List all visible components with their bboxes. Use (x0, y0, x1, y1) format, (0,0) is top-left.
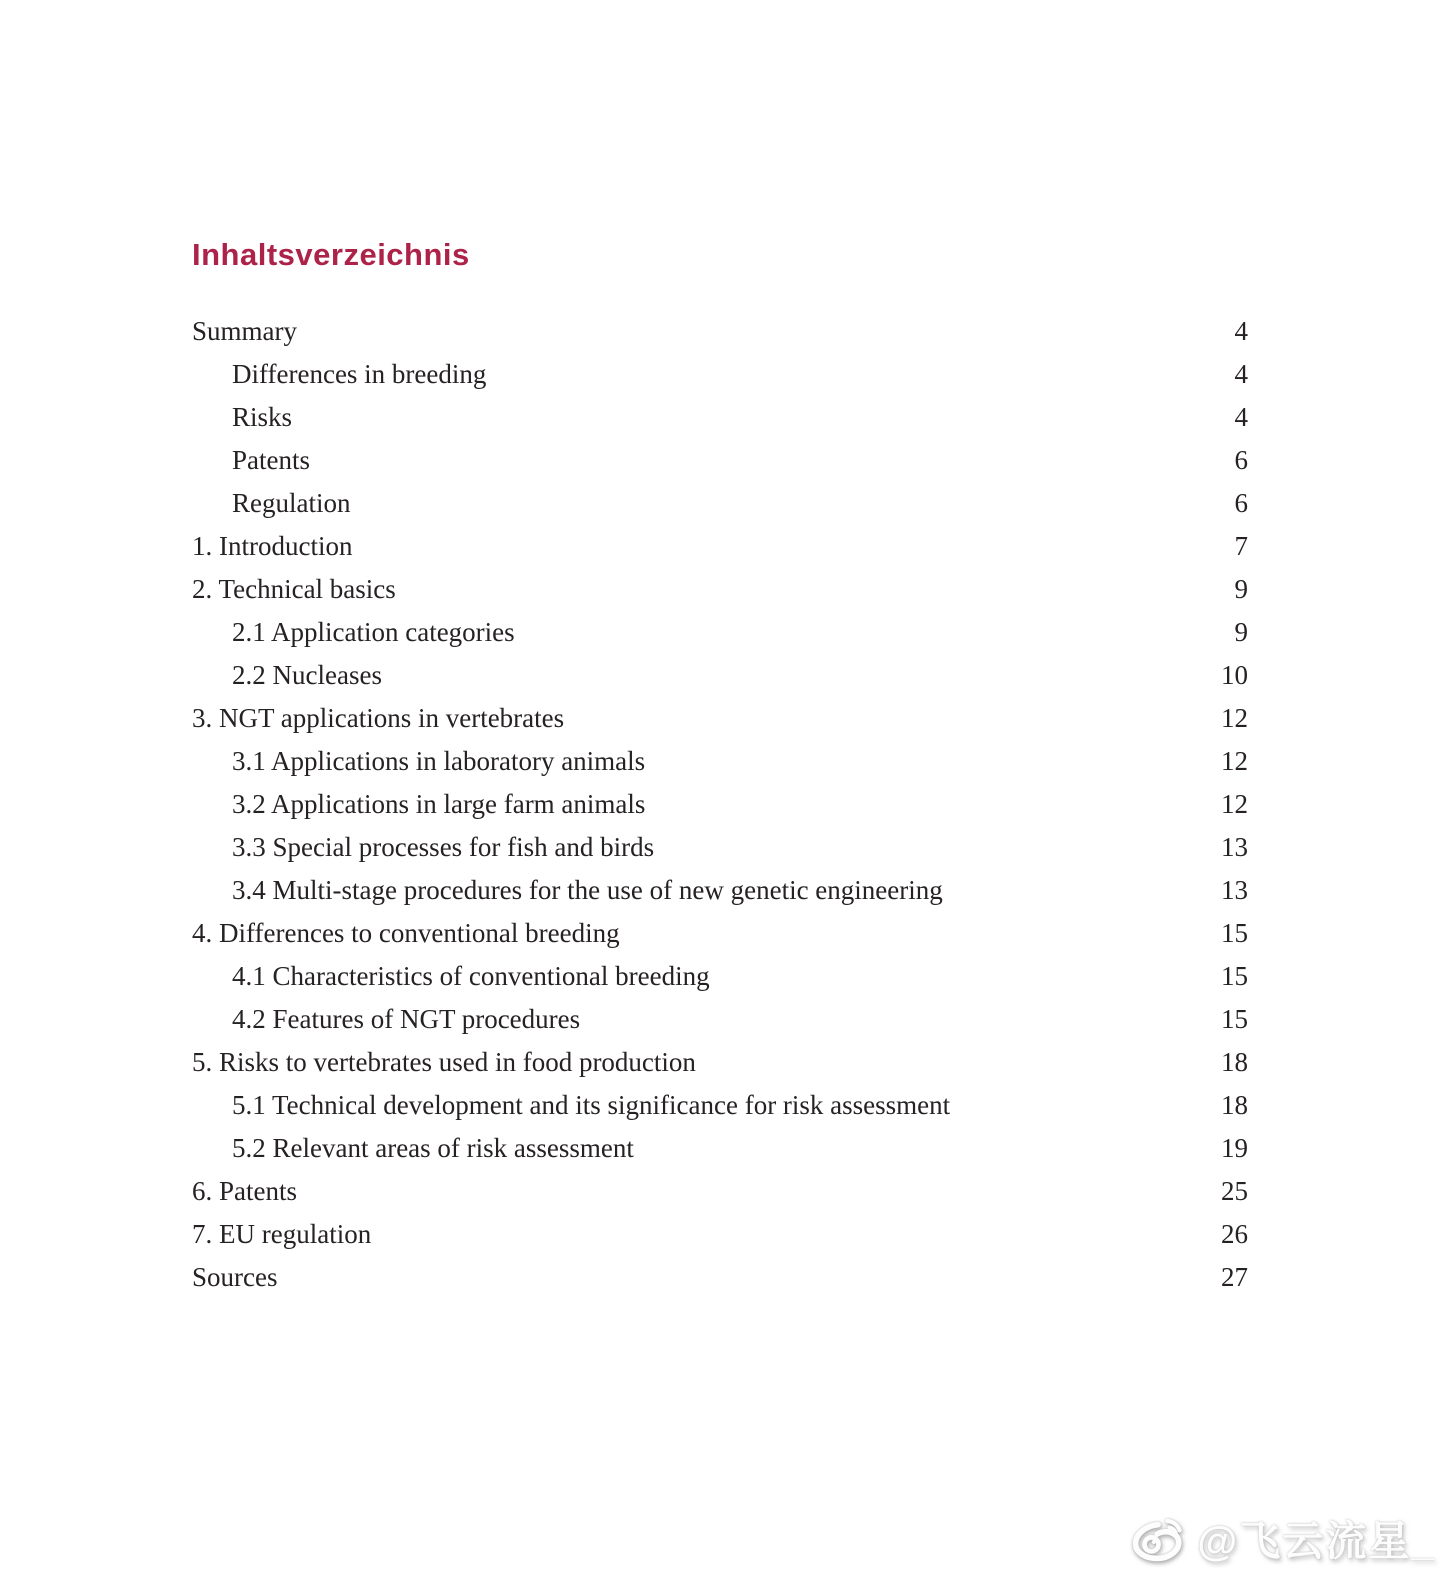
toc-entry[interactable] (192, 1047, 1248, 1090)
toc-entry[interactable] (192, 402, 1248, 445)
toc-entry-label: 5.2 Relevant areas of risk assessment (232, 1133, 634, 1163)
toc-entry-label: Patents (232, 445, 310, 475)
toc-entry-label: 3.1 Applications in laboratory animals (232, 746, 646, 776)
toc-entry-page: 18 (1221, 1047, 1248, 1077)
toc-entry[interactable] (192, 445, 1248, 488)
toc-entry-label: 3.3 Special processes for fish and birds (232, 832, 655, 862)
toc-entry[interactable] (192, 703, 1248, 746)
toc-entry-page: 13 (1221, 832, 1248, 862)
toc-entry-page: 18 (1221, 1090, 1248, 1120)
toc-entry[interactable] (192, 488, 1248, 531)
toc-entry-label: 5. Risks to vertebrates used in food production (192, 1047, 696, 1077)
toc-entry-page: 15 (1221, 961, 1248, 991)
toc-entry[interactable] (192, 1133, 1248, 1176)
toc-entry[interactable] (192, 660, 1248, 703)
toc-entry-page: 26 (1221, 1219, 1248, 1249)
toc-entry[interactable] (192, 1219, 1248, 1262)
toc-entry-page: 10 (1221, 660, 1248, 690)
toc-entry-label: 6. Patents (192, 1176, 297, 1206)
toc-entry[interactable] (192, 617, 1248, 660)
toc-list (192, 316, 1248, 1305)
toc-entry-label: 2.2 Nucleases (232, 660, 382, 690)
weibo-logo-icon (1129, 1505, 1189, 1570)
toc-entry[interactable] (192, 1090, 1248, 1133)
toc-entry-label: Risks (232, 402, 293, 432)
toc-entry-label: Regulation (232, 488, 351, 518)
toc-entry-page: 6 (1234, 445, 1248, 475)
toc-entry[interactable] (192, 961, 1248, 1004)
page-title: Inhaltsverzeichnis (192, 237, 470, 272)
toc-entry-label: Differences in breeding (232, 359, 487, 389)
toc-entry[interactable] (192, 1262, 1248, 1305)
toc-entry[interactable] (192, 574, 1248, 617)
toc-entry[interactable] (192, 531, 1248, 574)
toc-entry-page: 9 (1234, 574, 1248, 604)
toc-entry-page: 4 (1234, 359, 1248, 389)
toc-entry[interactable] (192, 832, 1248, 875)
toc-entry[interactable] (192, 359, 1248, 402)
toc-entry-page: 4 (1234, 316, 1248, 346)
toc-entry-page: 6 (1234, 488, 1248, 518)
watermark (1129, 1505, 1436, 1570)
toc-entry[interactable] (192, 875, 1248, 918)
toc-entry-label: 4. Differences to conventional breeding (192, 918, 620, 948)
toc-entry-page: 12 (1221, 746, 1248, 776)
toc-entry[interactable] (192, 1176, 1248, 1219)
toc-entry-page: 27 (1221, 1262, 1248, 1292)
toc-entry-label: Summary (192, 316, 297, 346)
toc-entry-label: 3.4 Multi-stage procedures for the use of new genetic engineering (232, 875, 943, 905)
toc-entry-page: 4 (1234, 402, 1248, 432)
toc-entry-label: 5.1 Technical development and its significance for risk assessment (232, 1090, 951, 1120)
toc-entry-label: Sources (192, 1262, 278, 1292)
toc-entry-label: 2.1 Application categories (232, 617, 515, 647)
toc-entry[interactable] (192, 746, 1248, 789)
toc-entry-page: 25 (1221, 1176, 1248, 1206)
toc-entry-page: 15 (1221, 918, 1248, 948)
toc-entry[interactable] (192, 1004, 1248, 1047)
toc-entry-page: 15 (1221, 1004, 1248, 1034)
toc-entry-page: 13 (1221, 875, 1248, 905)
toc-entry-page: 12 (1221, 703, 1248, 733)
toc-entry-label: 1. Introduction (192, 531, 353, 561)
toc-entry-label: 3. NGT applications in vertebrates (192, 703, 565, 733)
toc-content (192, 236, 1248, 1305)
toc-entry[interactable] (192, 789, 1248, 832)
toc-entry-page: 19 (1221, 1133, 1248, 1163)
toc-entry-page: 9 (1234, 617, 1248, 647)
toc-entry-label: 2. Technical basics (192, 574, 396, 604)
toc-entry[interactable] (192, 316, 1248, 359)
toc-entry-page: 7 (1234, 531, 1248, 561)
toc-entry-page: 12 (1221, 789, 1248, 819)
toc-entry-label: 4.2 Features of NGT procedures (232, 1004, 581, 1034)
toc-entry-label: 4.1 Characteristics of conventional breeding (232, 961, 710, 991)
toc-entry-label: 3.2 Applications in large farm animals (232, 789, 646, 819)
toc-entry[interactable] (192, 918, 1248, 961)
watermark-text: @飞云流星_ (1197, 1518, 1436, 1564)
toc-entry-label: 7. EU regulation (192, 1219, 372, 1249)
